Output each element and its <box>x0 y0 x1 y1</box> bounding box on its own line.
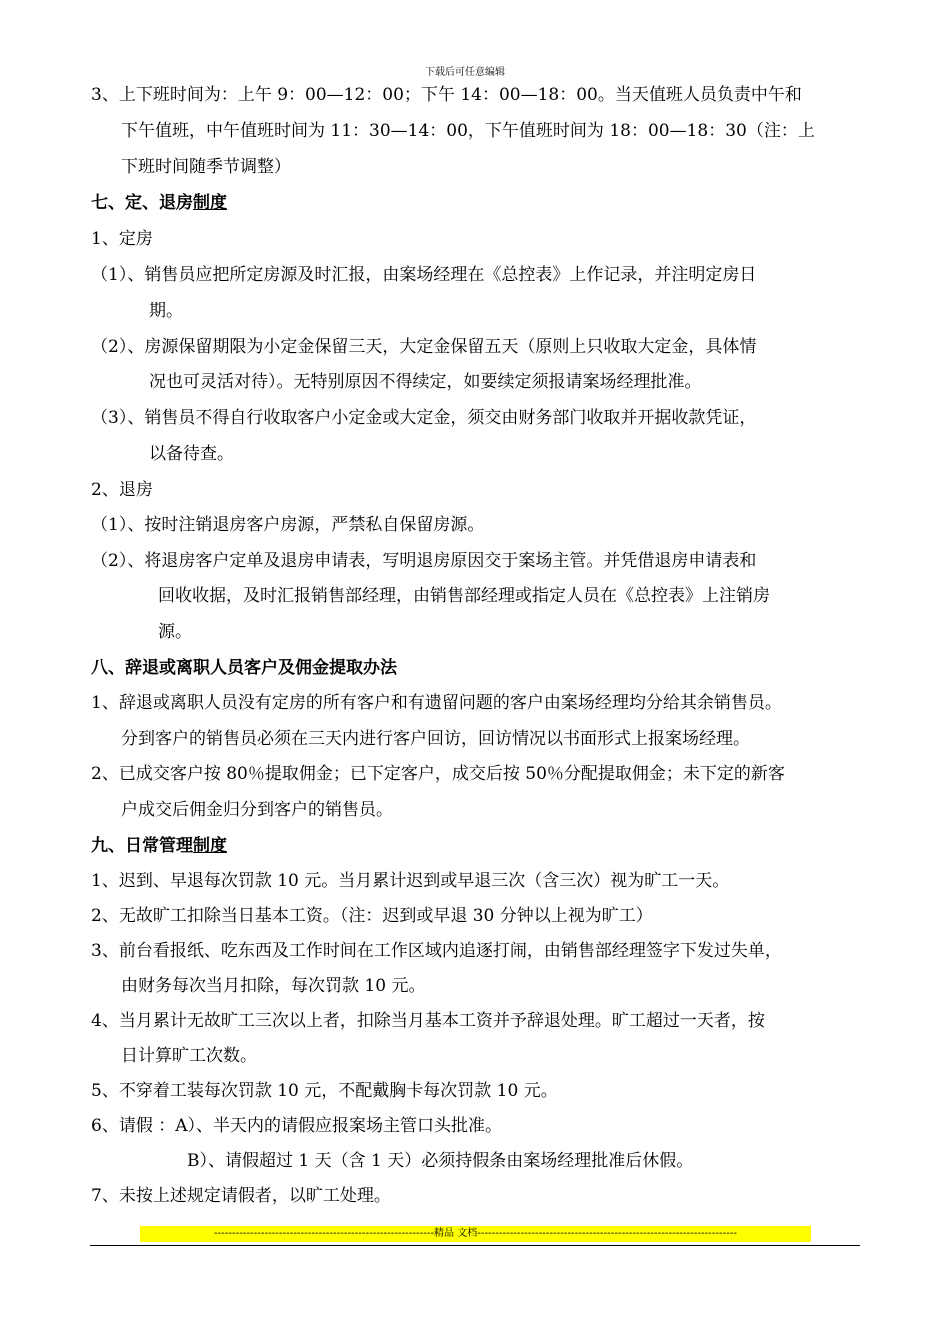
paragraph-line: 户成交后佣金归分到客户的销售员。 <box>121 800 393 820</box>
paragraph-line: 下班时间随季节调整） <box>121 157 291 177</box>
paragraph-line: 日计算旷工次数。 <box>121 1046 257 1066</box>
paragraph-line: 回收收据，及时汇报销售部经理，由销售部经理或指定人员在《总控表》上注销房 <box>158 586 770 606</box>
paragraph-line: （2）、将退房客户定单及退房申请表，写明退房原因交于案场主管。并凭借退房申请表和 <box>91 551 757 571</box>
paragraph-line: （2）、房源保留期限为小定金保留三天，大定金保留五天（原则上只收取大定金，具体情 <box>91 337 757 357</box>
paragraph-line: B）、请假超过 1 天（含 1 天）必须持假条由案场经理批准后休假。 <box>187 1151 694 1171</box>
paragraph-line: 2、已成交客户按 80％提取佣金；已下定客户，成交后按 50％分配提取佣金；未下定的新客 <box>91 764 785 784</box>
paragraph-line: 7、未按上述规定请假者，以旷工处理。 <box>91 1186 391 1206</box>
paragraph-line: （1）、按时注销退房客户房源，严禁私自保留房源。 <box>91 515 485 535</box>
paragraph-line: 1、辞退或离职人员没有定房的所有客户和有遗留问题的客户由案场经理均分给其余销售员。 <box>91 693 782 713</box>
paragraph-line: 2、退房 <box>91 480 153 500</box>
paragraph-line: 2、无故旷工扣除当日基本工资。（注：迟到或早退 30 分钟以上视为旷工） <box>91 906 653 926</box>
paragraph-line: 3、上下班时间为：上午 9：00—12：00；下午 14：00—18：00。当天值班人员负责中午和 <box>91 85 802 105</box>
heading-underlined-text: 制度 <box>193 836 227 856</box>
paragraph-line: 1、迟到、早退每次罚款 10 元。当月累计迟到或早退三次（含三次）视为旷工一天。 <box>91 871 730 891</box>
paragraph-line: 1、定房 <box>91 229 153 249</box>
paragraph-line: 由财务每次当月扣除，每次罚款 10 元。 <box>121 976 426 996</box>
section-heading-7 <box>91 193 227 213</box>
paragraph-line: 况也可灵活对待）。无特别原因不得续定，如要续定须报请案场经理批准。 <box>149 372 702 392</box>
paragraph-line: （3）、销售员不得自行收取客户小定金或大定金，须交由财务部门收取并开据收款凭证， <box>91 408 757 428</box>
header-note: 下载后可任意编辑 <box>425 67 505 78</box>
section-heading-9 <box>91 836 227 856</box>
heading-text: 七、定、退房 <box>91 193 193 213</box>
footer-divider <box>90 1245 860 1246</box>
paragraph-line: 下午值班，中午值班时间为 11：30—14：00，下午值班时间为 18：00—18：30（注：上 <box>121 121 815 141</box>
paragraph-line: 3、前台看报纸、吃东西及工作时间在工作区域内追逐打闹，由销售部经理签字下发过失单， <box>91 941 782 961</box>
section-heading-8: 八、辞退或离职人员客户及佣金提取办法 <box>91 658 397 678</box>
paragraph-line: （1）、销售员应把所定房源及时汇报，由案场经理在《总控表》上作记录，并注明定房日 <box>91 265 757 285</box>
paragraph-line: 5、不穿着工装每次罚款 10 元，不配戴胸卡每次罚款 10 元。 <box>91 1081 558 1101</box>
paragraph-line: 分到客户的销售员必须在三天内进行客户回访，回访情况以书面形式上报案场经理。 <box>121 729 750 749</box>
paragraph-line: 期。 <box>149 301 183 321</box>
paragraph-line: 源。 <box>158 622 192 642</box>
paragraph-line: 4、当月累计无故旷工三次以上者，扣除当月基本工资并予辞退处理。旷工超过一天者，按 <box>91 1011 765 1031</box>
paragraph-line: 6、请假 ：A）、半天内的请假应报案场主管口头批准。 <box>91 1116 502 1136</box>
heading-text: 九、日常管理 <box>91 836 193 856</box>
paragraph-line: 以备待查。 <box>149 444 234 464</box>
heading-underlined-text: 制度 <box>193 193 227 213</box>
footer-watermark-band: -------------------------------------------------------------精品 文档------------------------------------------------------------------------ <box>140 1226 811 1242</box>
